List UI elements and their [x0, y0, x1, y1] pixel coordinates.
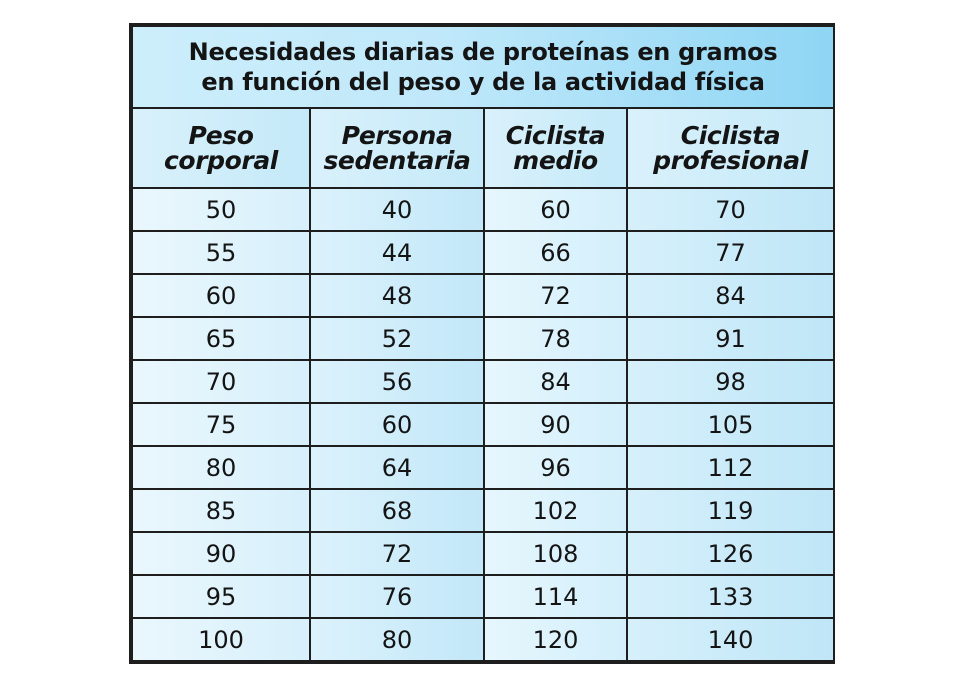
table-row — [132, 231, 834, 274]
table-cell: 60 — [310, 403, 484, 446]
table-cell: 70 — [627, 188, 834, 231]
table-cell: 96 — [484, 446, 627, 489]
table-title — [132, 26, 834, 108]
column-header-persona-sedentaria — [310, 108, 484, 188]
column-header-line-2: sedentaria — [323, 146, 471, 175]
table-cell: 52 — [310, 317, 484, 360]
table-cell: 40 — [310, 188, 484, 231]
table-row — [132, 317, 834, 360]
table-cell: 114 — [484, 575, 627, 618]
table-title-row — [132, 26, 834, 108]
table-row — [132, 274, 834, 317]
table-cell: 72 — [484, 274, 627, 317]
table-cell: 50 — [132, 188, 310, 231]
table-row — [132, 618, 834, 661]
table-cell: 56 — [310, 360, 484, 403]
table-cell: 80 — [310, 618, 484, 661]
table-cell: 44 — [310, 231, 484, 274]
column-header-line-2: profesional — [653, 146, 808, 175]
table-cell: 84 — [484, 360, 627, 403]
table-cell: 133 — [627, 575, 834, 618]
table-cell: 77 — [627, 231, 834, 274]
column-header-line-1: Ciclista — [680, 121, 781, 150]
table-cell: 66 — [484, 231, 627, 274]
table-cell: 55 — [132, 231, 310, 274]
table-cell: 98 — [627, 360, 834, 403]
table-cell: 95 — [132, 575, 310, 618]
table-cell: 64 — [310, 446, 484, 489]
table-title-line-1: Necesidades diarias de proteínas en gramos — [188, 38, 778, 66]
table-row — [132, 360, 834, 403]
table-cell: 112 — [627, 446, 834, 489]
table-cell: 70 — [132, 360, 310, 403]
column-header-row — [132, 108, 834, 188]
column-header-line-1: Persona — [341, 121, 453, 150]
table-cell: 108 — [484, 532, 627, 575]
table-cell: 68 — [310, 489, 484, 532]
column-header-peso-corporal — [132, 108, 310, 188]
table-cell: 120 — [484, 618, 627, 661]
table-cell: 84 — [627, 274, 834, 317]
table-cell: 90 — [132, 532, 310, 575]
table-body — [132, 188, 834, 661]
table-cell: 105 — [627, 403, 834, 446]
column-header-ciclista-profesional — [627, 108, 834, 188]
table-row — [132, 403, 834, 446]
table-row — [132, 575, 834, 618]
table-cell: 48 — [310, 274, 484, 317]
protein-needs-table-container — [129, 23, 835, 664]
table-cell: 85 — [132, 489, 310, 532]
table-cell: 119 — [627, 489, 834, 532]
column-header-line-1: Ciclista — [505, 121, 606, 150]
table-cell: 72 — [310, 532, 484, 575]
table-cell: 126 — [627, 532, 834, 575]
table-cell: 91 — [627, 317, 834, 360]
table-title-line-2: en función del peso y de la actividad física — [201, 68, 765, 96]
table-cell: 78 — [484, 317, 627, 360]
table-cell: 60 — [484, 188, 627, 231]
table-row — [132, 446, 834, 489]
column-header-line-2: medio — [513, 146, 598, 175]
table-cell: 140 — [627, 618, 834, 661]
table-cell: 100 — [132, 618, 310, 661]
column-header-line-2: corporal — [164, 146, 278, 175]
table-cell: 75 — [132, 403, 310, 446]
table-cell: 90 — [484, 403, 627, 446]
column-header-ciclista-medio — [484, 108, 627, 188]
table-cell: 80 — [132, 446, 310, 489]
protein-needs-table — [131, 25, 835, 662]
table-row — [132, 532, 834, 575]
table-row — [132, 489, 834, 532]
table-cell: 76 — [310, 575, 484, 618]
column-header-line-1: Peso — [188, 121, 254, 150]
table-cell: 60 — [132, 274, 310, 317]
table-row — [132, 188, 834, 231]
table-cell: 102 — [484, 489, 627, 532]
table-cell: 65 — [132, 317, 310, 360]
